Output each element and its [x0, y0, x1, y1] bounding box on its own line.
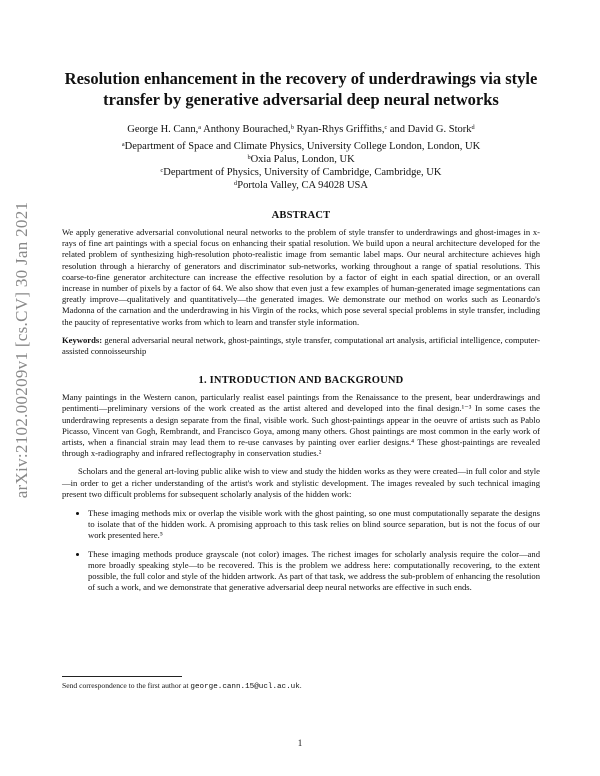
keywords [62, 335, 540, 357]
footnote-end: . [299, 681, 302, 690]
paragraph: Scholars and the general art-loving public alike wish to view and study the hidden works as they were created—in full color and style—in order to get a richer understanding of the artist's work and stylistic development. The images revealed by such technical imaging present two difficult problems for subsequent scholarly analysis of the hidden work: [62, 466, 540, 499]
arxiv-identifier: arXiv:2102.00209v1 [cs.CV] 30 Jan 2021 [12, 201, 31, 499]
abstract-heading: ABSTRACT [271, 210, 331, 221]
list-item: • These imaging methods produce grayscale (not color) images. The richest images for scholarly analysis require the color—and more broadly speaking style—to be recovered. This is the problem we address here: computationally recovering, to the extent possible, the full color and style of the hidden artwork. As part of that task, we address the sub-problem of enhancing the resolution of such a work, and we demonstrate that generative adversarial deep neural networks are effective in such ends. [88, 549, 540, 594]
paper-title: Resolution enhancement in the recovery of underdrawings via style transfer by generative adversarial deep neural networks [64, 69, 538, 109]
affiliation: ᵃDepartment of Space and Climate Physics, University College London, London, UK [121, 141, 481, 152]
bullet-list [62, 508, 540, 593]
footnote-text [62, 681, 540, 691]
abstract-text: We apply generative adversarial convolutional neural networks to the problem of style transfer to underdrawings and ghost-images in x-rays of fine art paintings with a special focus on enhancing their spatial resolution. We build upon a neural architecture developed for the related problem of synthesizing high-resolution photo-realistic image from semantic label maps. Our neural architecture achieves high resolution through a hierarchy of generators and discriminator sub-networks, working throughout a range of spatial resolutions. This coarse-to-fine generator architecture can increase the effective resolution by a factor of eight in each spatial direction, or an overall increase in number of pixels by a factor of 64. We also show that even just a few examples of human-generated image segmentations can greatly improve—qualitatively and quantitatively—the generated images. We demonstrate our method on works such as Leonardo's Madonna of the carnation and the underdrawing in his Virgin of the rocks, which pose several special problems in style transfer, including the paucity of representative works from which to learn and transfer style information. [62, 227, 540, 327]
affiliation: ᵇOxia Palus, London, UK [247, 154, 355, 165]
keywords-text: general adversarial neural network, ghost-paintings, style transfer, computational art analysis, artificial intelligence, computer-assisted connoisseurship [62, 334, 540, 357]
paper-page [62, 68, 540, 600]
email-link[interactable]: george.cann.15@ucl.ac.uk [190, 683, 300, 691]
author-list: George H. Cann,ᵃ Anthony Bourached,ᵇ Ryan-Rhys Griffiths,ᶜ and David G. Storkᵈ [127, 124, 475, 135]
footnote-label: Send correspondence to the first author at [62, 681, 191, 690]
keywords-label: Keywords: [62, 334, 103, 345]
paragraph: Many paintings in the Western canon, particularly realist easel paintings from the Renaissance to the present, bear underdrawings and pentimenti—preliminary versions of the work created as the artist altered and developed into the final design.¹⁻³ In some cases the underdrawing represents a design separate from the final, visible work. Such ghost-paintings appear in the oeuvre of artists such as Pablo Picasso, Vincent van Gogh, Rembrandt, and Francisco Goya, among many others. Ghost paintings are most common in the early work of artists, when a financial strain may lead them to re-use canvases by painting over earlier designs.⁴ These ghost-paintings are revealed through x-radiography and infrared reflectography in conservation studies.² [62, 392, 540, 459]
section-heading: 1. INTRODUCTION AND BACKGROUND [198, 375, 404, 387]
footnote [62, 676, 540, 691]
affiliation: ᵈPortola Valley, CA 94028 USA [234, 180, 368, 191]
list-item: • These imaging methods mix or overlap the visible work with the ghost painting, so one must computationally separate the designs to isolate that of the hidden work. A promising approach to this task relies on blind source separation, but is not the focus of our work presented here.⁵ [88, 508, 540, 542]
affiliation: ᶜDepartment of Physics, University of Cambridge, Cambridge, UK [160, 167, 442, 178]
page-number: 1 [297, 738, 303, 748]
footnote-rule [62, 676, 182, 677]
